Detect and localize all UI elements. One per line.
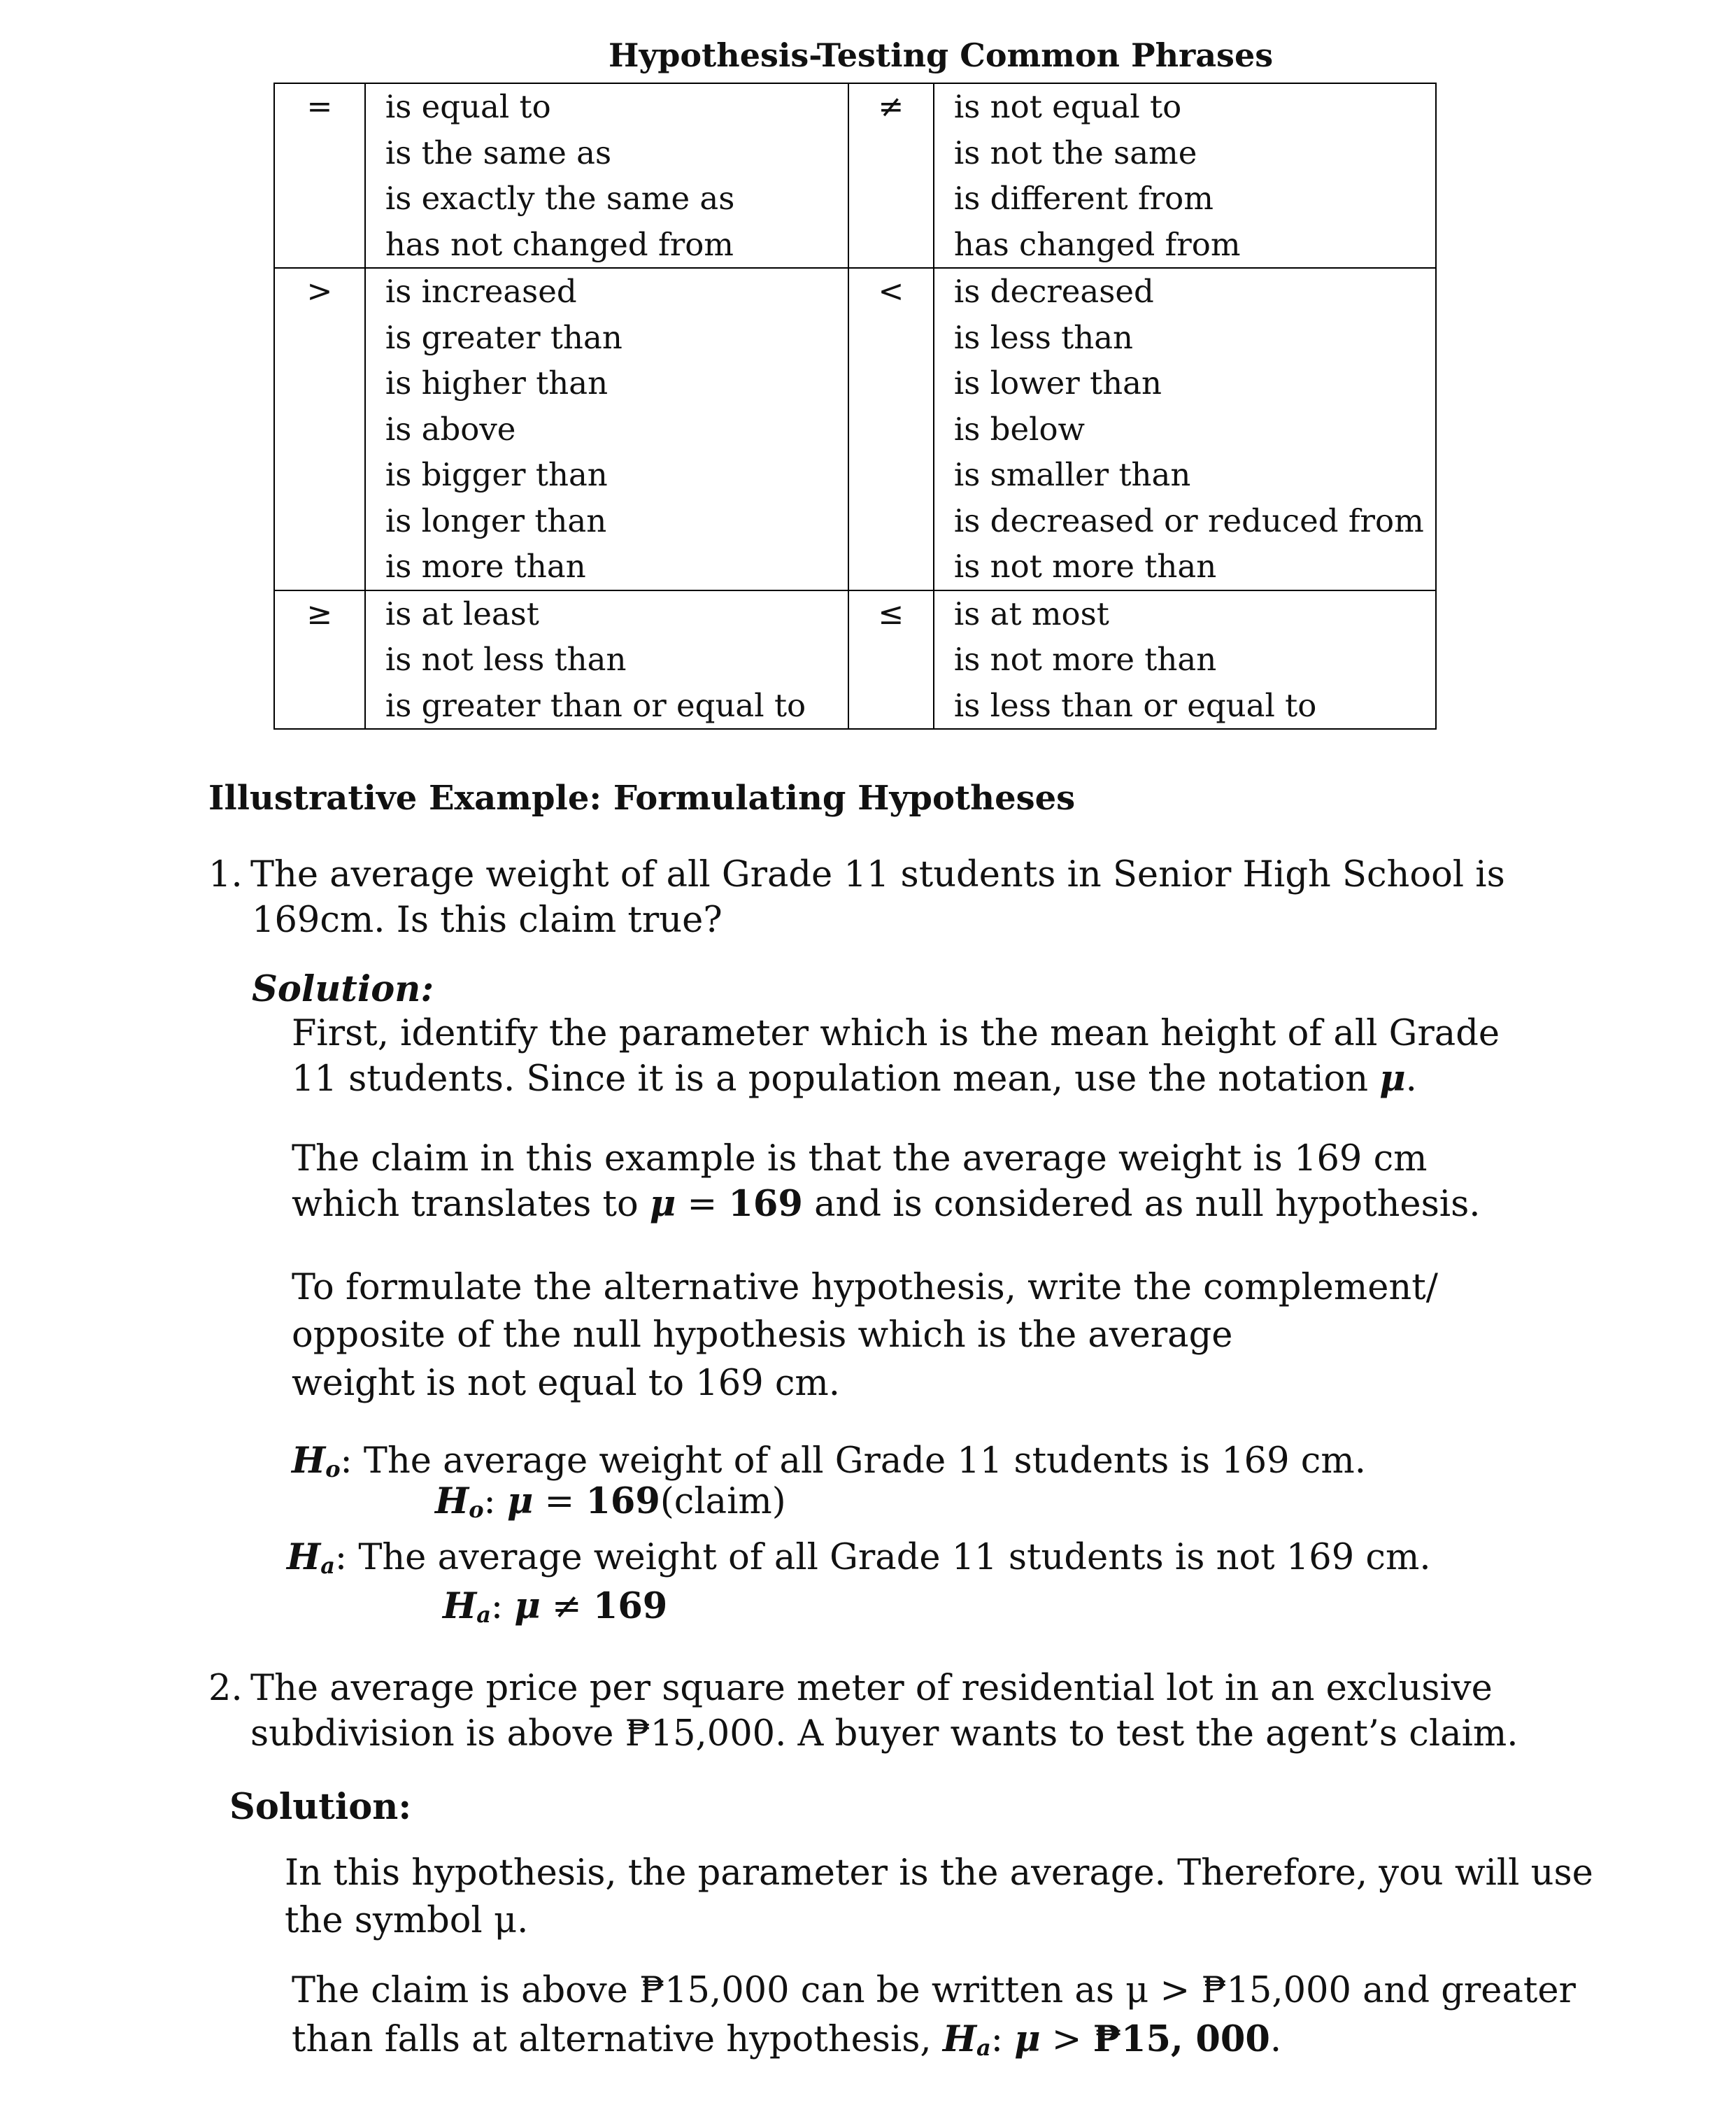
right-phrases-cell	[934, 268, 1436, 590]
table-row	[274, 268, 1436, 590]
phrase: is not more than	[953, 548, 1217, 585]
phrase: is not equal to	[953, 88, 1182, 125]
right-phrases-cell	[934, 590, 1436, 730]
item2-question-line2: subdivision is above ₱15,000. A buyer wants to test the agent’s claim.	[250, 1713, 1518, 1755]
item2-p2-line1: The claim is above ₱15,000 can be written as μ > ₱15,000 and greater	[292, 1970, 1576, 2011]
left-phrases-cell	[365, 590, 848, 730]
item2-question-line1: 2. The average price per square meter of residential lot in an exclusive	[208, 1666, 1493, 1712]
item1-alt-hypothesis-equation: Ha: μ ≠ 169	[443, 1585, 668, 1628]
item1-p1-line1: First, identify the parameter which is the mean height of all Grade	[292, 1013, 1500, 1054]
item1-p3-line2: opposite of the null hypothesis which is the average	[292, 1314, 1233, 1356]
item1-p1-line2: 11 students. Since it is a population mean, use the notation μ.	[292, 1058, 1417, 1100]
phrase: has changed from	[953, 225, 1241, 263]
item1-p3-line1: To formulate the alternative hypothesis, write the complement/	[292, 1267, 1438, 1308]
item1-p3-line3: weight is not equal to 169 cm.	[292, 1363, 841, 1404]
phrase: is decreased	[953, 273, 1154, 310]
phrase: is different from	[953, 180, 1214, 217]
phrase: is the same as	[385, 134, 612, 171]
phrases-table	[273, 83, 1437, 730]
phrase: is longer than	[385, 502, 607, 539]
item2-p1-line2: the symbol μ.	[285, 1900, 529, 1941]
item2-p1-line1: In this hypothesis, the parameter is the average. Therefore, you will use	[285, 1852, 1593, 1894]
phrase: is smaller than	[953, 456, 1191, 493]
right-symbol: <	[878, 274, 904, 309]
table-row	[274, 83, 1436, 268]
phrase: is exactly the same as	[385, 180, 735, 217]
item2-p2-line2: than falls at alternative hypothesis, Ha: μ > ₱15, 000.	[292, 2018, 1282, 2061]
section-heading: Illustrative Example: Formulating Hypotheses	[208, 779, 1076, 818]
phrase: is above	[385, 410, 516, 448]
phrase: is greater than or equal to	[385, 686, 806, 724]
phrase: is at least	[385, 595, 539, 632]
item1-number: 1.	[208, 854, 243, 895]
item1-p2-line1: The claim in this example is that the average weight is 169 cm	[292, 1138, 1428, 1179]
left-symbol: >	[306, 274, 333, 309]
item2-solution-label: Solution:	[229, 1786, 412, 1828]
item1-question-line2: 169cm. Is this claim true?	[252, 900, 723, 941]
left-symbol: =	[306, 89, 333, 125]
phrase: is at most	[953, 595, 1109, 632]
table-title: Hypothesis-Testing Common Phrases	[609, 36, 1274, 74]
item1-question-line1: 1. The average weight of all Grade 11 students in Senior High School is	[208, 852, 1505, 898]
phrase: is higher than	[385, 364, 609, 402]
phrase: is not the same	[953, 134, 1197, 171]
left-phrases-cell	[365, 83, 848, 268]
phrase: has not changed from	[385, 225, 734, 263]
item1-null-hypothesis-statement: Ho: The average weight of all Grade 11 students is 169 cm.	[292, 1440, 1366, 1482]
phrase: is equal to	[385, 88, 551, 125]
phrase: is bigger than	[385, 456, 608, 493]
right-symbol-cell	[848, 590, 934, 730]
item2-number: 2.	[208, 1668, 243, 1709]
right-symbol-cell	[848, 83, 934, 268]
phrase: is less than	[953, 318, 1134, 356]
item1-null-hypothesis-equation: Ho: μ = 169(claim)	[435, 1480, 786, 1523]
right-symbol: ≤	[878, 595, 904, 632]
left-symbol-cell	[274, 268, 365, 590]
left-symbol-cell	[274, 590, 365, 730]
right-symbol-cell	[848, 268, 934, 590]
phrase: is greater than	[385, 318, 622, 356]
phrase: is increased	[385, 273, 577, 310]
phrase: is below	[953, 410, 1086, 448]
phrase: is decreased or reduced from	[953, 502, 1424, 539]
phrase: is lower than	[953, 364, 1162, 402]
left-phrases-cell	[365, 268, 848, 590]
phrase: is not less than	[385, 641, 627, 678]
phrase: is not more than	[953, 641, 1217, 678]
item1-p2-line2: which translates to μ = 169 and is considered as null hypothesis.	[292, 1183, 1481, 1225]
phrase: is more than	[385, 548, 586, 585]
item1-solution-label: Solution:	[252, 968, 434, 1010]
left-symbol: ≥	[306, 595, 333, 632]
right-phrases-cell	[934, 83, 1436, 268]
item1-alt-hypothesis-statement: Ha: The average weight of all Grade 11 students is not 169 cm.	[287, 1536, 1431, 1579]
table-row	[274, 590, 1436, 730]
phrase: is less than or equal to	[953, 686, 1317, 724]
right-symbol: ≠	[878, 89, 904, 125]
left-symbol-cell	[274, 83, 365, 268]
